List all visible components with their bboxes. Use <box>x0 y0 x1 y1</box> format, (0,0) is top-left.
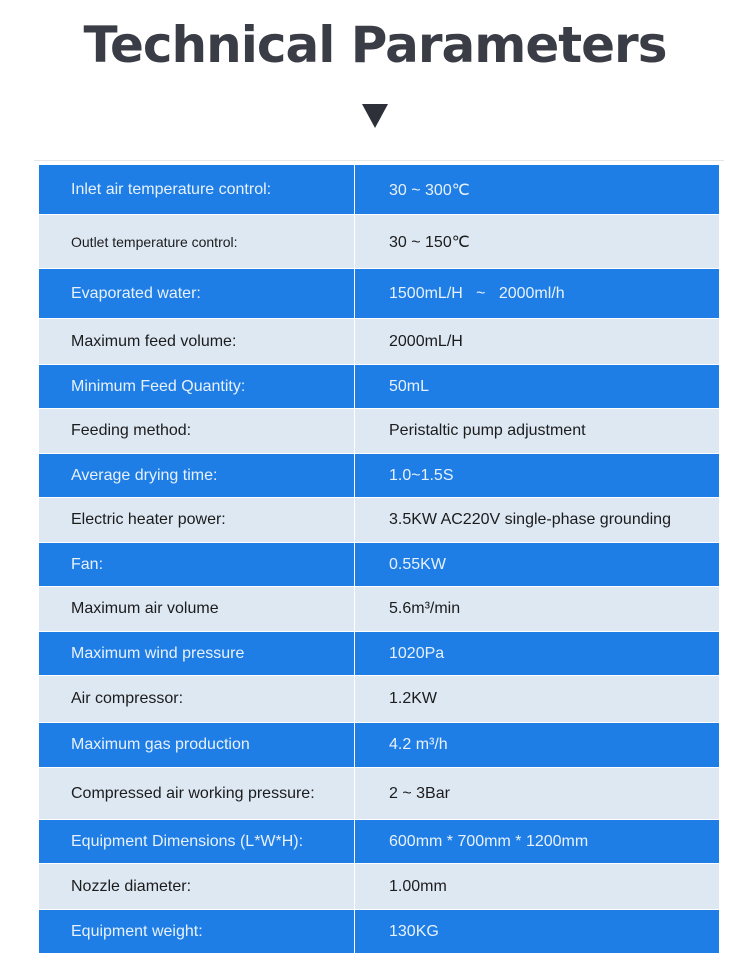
param-value: 1.2KW <box>389 690 438 707</box>
page-title: Technical Parameters <box>83 16 667 74</box>
table-row <box>39 409 719 454</box>
param-label: Equipment Dimensions (L*W*H): <box>39 820 355 863</box>
param-value: 30 ~ 300℃ <box>389 181 470 199</box>
param-value: 50mL <box>389 377 430 395</box>
param-label: Maximum air volume <box>39 587 355 631</box>
param-value: 1.00mm <box>389 877 447 895</box>
table-row <box>39 864 719 910</box>
parameters-table <box>39 164 719 954</box>
param-label: Outlet temperature control: <box>39 215 355 268</box>
table-row <box>39 676 719 723</box>
table-row <box>39 365 719 409</box>
table-row <box>39 454 719 498</box>
table-row <box>39 269 719 319</box>
param-value: 5.6m³/min <box>389 600 461 617</box>
param-value: 1.0~1.5S <box>389 466 454 484</box>
param-label: Air compressor: <box>39 676 355 722</box>
param-label: Maximum feed volume: <box>39 319 355 364</box>
table-row <box>39 632 719 676</box>
table-row <box>39 768 719 820</box>
param-value: 130KG <box>389 922 439 940</box>
param-label: Fan: <box>39 543 355 586</box>
param-label: Average drying time: <box>39 454 355 497</box>
table-row <box>39 820 719 864</box>
param-value: Peristaltic pump adjustment <box>389 422 586 439</box>
table-row <box>39 723 719 768</box>
param-value: 3.5KW AC220V single-phase grounding <box>389 511 671 528</box>
table-row <box>39 587 719 632</box>
param-value: 1020Pa <box>389 644 445 662</box>
param-label: Maximum wind pressure <box>39 632 355 675</box>
param-value: 4.2 m³/h <box>389 736 448 753</box>
divider <box>34 160 724 161</box>
table-row <box>39 498 719 543</box>
param-label: Electric heater power: <box>39 498 355 542</box>
param-label: Equipment weight: <box>39 910 355 953</box>
param-value: 30 ~ 150℃ <box>389 233 470 251</box>
param-label: Minimum Feed Quantity: <box>39 365 355 408</box>
param-label: Maximum gas production <box>39 723 355 767</box>
param-label: Inlet air temperature control: <box>39 165 355 214</box>
param-label: Evaporated water: <box>39 269 355 318</box>
param-value: 2000mL/H <box>389 332 463 350</box>
table-row <box>39 319 719 365</box>
param-value: 0.55KW <box>389 555 446 573</box>
param-value: 600mm * 700mm * 1200mm <box>389 832 589 850</box>
param-value: 1500mL/H ~ 2000ml/h <box>389 284 565 302</box>
triangle-down-icon <box>362 104 388 128</box>
param-label: Compressed air working pressure: <box>39 768 355 819</box>
param-label: Feeding method: <box>39 409 355 453</box>
table-row <box>39 165 719 215</box>
param-label: Nozzle diameter: <box>39 864 355 909</box>
table-row <box>39 543 719 587</box>
table-row <box>39 910 719 954</box>
table-row <box>39 215 719 269</box>
param-value: 2 ~ 3Bar <box>389 784 450 802</box>
